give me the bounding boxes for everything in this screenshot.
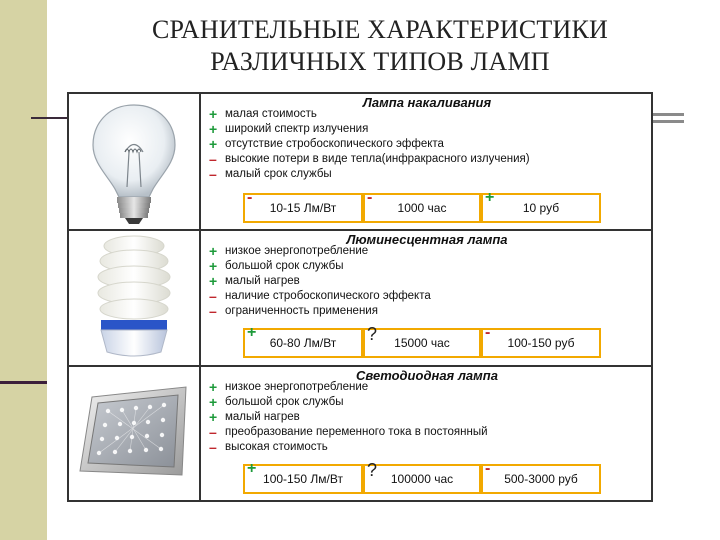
metric-value: 60-80 Лм/Вт (269, 336, 337, 350)
item-text: малый срок службы (225, 168, 332, 180)
list-item (209, 304, 647, 319)
metric-value: 100000 час (390, 472, 454, 486)
list-item (209, 167, 647, 182)
led-panel-icon (69, 367, 201, 500)
list-item (209, 259, 647, 274)
item-text: преобразование переменного тока в постоянный (225, 426, 488, 438)
list-item (209, 274, 647, 289)
item-text: отсутствие стробоскопического эффекта (225, 138, 444, 150)
slide-title (80, 14, 680, 78)
title-line-1: СРАНИТЕЛЬНЫЕ ХАРАКТЕРИСТИКИ (152, 15, 608, 44)
list-item (209, 107, 647, 122)
list-item (209, 425, 647, 440)
section-fluorescent (69, 231, 651, 367)
minus-sign: – (209, 439, 217, 455)
plus-sign: + (209, 394, 218, 410)
section-title: Люминесцентная лампа (346, 232, 508, 247)
plus-sign: + (209, 121, 218, 137)
plus-sign: + (485, 189, 495, 206)
item-text: малый нагрев (225, 411, 300, 423)
decor-line (652, 120, 684, 123)
comparison-table (67, 92, 653, 502)
metric-value: 10 руб (522, 201, 560, 215)
plus-sign: + (209, 379, 218, 395)
list-item (209, 410, 647, 425)
efficiency-box (243, 324, 363, 358)
item-text: низкое энергопотребление (225, 381, 369, 393)
title-line-2: РАЗЛИЧНЫХ ТИПОВ ЛАМП (210, 47, 550, 76)
plus-sign: + (209, 136, 218, 152)
plus-sign: + (247, 460, 257, 477)
incandescent-bulb-icon (69, 94, 201, 229)
lifetime-box (363, 460, 481, 494)
minus-sign: – (209, 166, 217, 182)
price-box (481, 189, 601, 223)
metric-value: 100-150 руб (507, 336, 575, 350)
section-led (69, 367, 651, 500)
minus-sign: – (209, 424, 217, 440)
minus-sign: - (485, 460, 491, 477)
lifetime-box (363, 189, 481, 223)
plus-sign: + (209, 258, 218, 274)
metric-value: 15000 час (394, 336, 450, 350)
metric-value: 10-15 Лм/Вт (269, 201, 337, 215)
efficiency-box (243, 460, 363, 494)
item-text: наличие стробоскопического эффекта (225, 290, 431, 302)
item-text: ограниченность применения (225, 305, 378, 317)
plus-sign: + (247, 324, 257, 341)
list-item (209, 289, 647, 304)
decor-line (0, 381, 47, 384)
item-text: высокая стоимость (225, 441, 328, 453)
section-title: Светодиодная лампа (356, 368, 498, 383)
plus-sign: + (209, 409, 218, 425)
list-item (209, 137, 647, 152)
left-decor-bar (0, 0, 47, 540)
plus-sign: + (209, 106, 218, 122)
plus-sign: + (209, 273, 218, 289)
question-sign: ? (367, 460, 378, 480)
minus-sign: – (209, 151, 217, 167)
decor-line (652, 113, 684, 116)
lifetime-box (363, 324, 481, 358)
item-text: большой срок службы (225, 260, 344, 272)
list-item (209, 380, 647, 395)
question-sign: ? (367, 324, 378, 344)
plus-sign: + (209, 243, 218, 259)
minus-sign: - (367, 189, 373, 206)
item-text: малый нагрев (225, 275, 300, 287)
item-text: высокие потери в виде тепла(инфракрасного излучения) (225, 153, 530, 165)
item-text: большой срок службы (225, 396, 344, 408)
list-item (209, 440, 647, 455)
price-box (481, 460, 601, 494)
metrics-row (243, 324, 601, 358)
efficiency-box (243, 189, 363, 223)
metric-value: 1000 час (397, 201, 447, 215)
list-item (209, 122, 647, 137)
minus-sign: – (209, 303, 217, 319)
section-title: Лампа накаливания (362, 95, 492, 110)
section-incandescent (69, 94, 651, 231)
metrics-row (243, 460, 601, 494)
list-item (209, 152, 647, 167)
metric-value: 500-3000 руб (504, 472, 578, 486)
price-box (481, 324, 601, 358)
item-text: низкое энергопотребление (225, 245, 369, 257)
metric-value: 100-150 Лм/Вт (263, 472, 343, 486)
minus-sign: – (209, 288, 217, 304)
list-item (209, 244, 647, 259)
metrics-row (243, 189, 601, 223)
item-text: малая стоимость (225, 108, 317, 120)
item-text: широкий спектр излучения (225, 123, 369, 135)
minus-sign: - (247, 189, 253, 206)
minus-sign: - (485, 324, 491, 341)
fluorescent-lamp-icon (69, 231, 201, 365)
list-item (209, 395, 647, 410)
